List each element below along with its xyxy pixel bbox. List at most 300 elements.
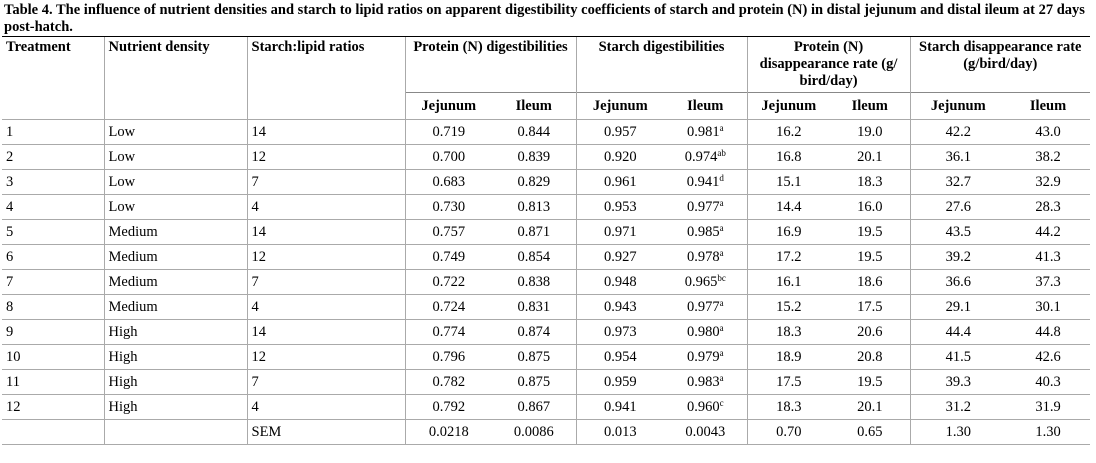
cell-starch-rate-jejunum — [910, 320, 1006, 345]
cell-protein-dig-jejunum — [405, 170, 492, 195]
cell-protein-dig-jejunum — [405, 420, 492, 445]
cell-starch-lipid — [247, 270, 405, 295]
cell-protein-rate-ileum — [830, 395, 910, 420]
cell-protein-rate-jejunum-value: 17.2 — [776, 248, 802, 265]
cell-protein-dig-jejunum — [405, 295, 492, 320]
cell-treatment — [2, 195, 104, 220]
cell-protein-dig-ileum — [492, 320, 576, 345]
cell-protein-rate-jejunum-value: 15.1 — [776, 173, 802, 190]
cell-starch-dig-jejunum — [576, 420, 664, 445]
significance-superscript: a — [719, 222, 724, 233]
cell-starch-dig-ileum-value: 0.960 — [686, 398, 720, 415]
table-row — [2, 120, 1090, 145]
cell-starch-rate-ileum-value: 40.3 — [1035, 373, 1061, 390]
cell-protein-dig-jejunum — [405, 320, 492, 345]
cell-protein-dig-jejunum-value: 0.774 — [432, 323, 466, 340]
cell-protein-dig-ileum-value: 0.875 — [517, 348, 551, 365]
cell-starch-rate-ileum — [1006, 195, 1090, 220]
cell-nutrient-density-value: Low — [108, 123, 136, 140]
cell-nutrient-density — [104, 245, 247, 270]
table-row — [2, 220, 1090, 245]
cell-nutrient-density — [104, 120, 247, 145]
cell-protein-dig-ileum — [492, 395, 576, 420]
header-ileum: Ileum — [830, 93, 910, 120]
cell-starch-dig-jejunum-value: 0.971 — [603, 223, 637, 240]
cell-starch-dig-ileum — [664, 270, 747, 295]
cell-starch-dig-ileum-value: 0.983 — [686, 373, 720, 390]
cell-starch-lipid-value: 7 — [251, 273, 259, 290]
cell-protein-dig-ileum — [492, 345, 576, 370]
significance-superscript: a — [719, 347, 724, 358]
cell-treatment-value: 6 — [6, 248, 14, 265]
cell-starch-dig-jejunum-value: 0.948 — [603, 273, 637, 290]
data-table — [2, 36, 1090, 445]
cell-protein-dig-jejunum-value: 0.724 — [432, 298, 466, 315]
cell-protein-rate-jejunum — [747, 395, 830, 420]
cell-starch-lipid-value: 14 — [251, 323, 266, 340]
caption-label: Table 4. — [4, 2, 53, 18]
cell-treatment-value: 3 — [6, 173, 14, 190]
cell-protein-dig-ileum-value: 0.829 — [517, 173, 551, 190]
cell-treatment — [2, 270, 104, 295]
cell-starch-dig-jejunum-value: 0.961 — [603, 173, 637, 190]
cell-starch-dig-ileum — [664, 120, 747, 145]
cell-protein-dig-ileum — [492, 145, 576, 170]
cell-nutrient-density — [104, 145, 247, 170]
cell-protein-rate-ileum — [830, 145, 910, 170]
cell-starch-rate-ileum-value: 44.2 — [1035, 223, 1061, 240]
header-ileum: Ileum — [1006, 93, 1090, 120]
cell-protein-rate-ileum-value: 0.65 — [857, 423, 883, 440]
cell-treatment — [2, 320, 104, 345]
cell-starch-lipid-value: 4 — [251, 198, 259, 215]
header-starch-rate: Starch disappearance rate (g/bird/day) — [910, 37, 1090, 93]
cell-protein-dig-ileum-value: 0.0086 — [513, 423, 554, 440]
cell-protein-rate-jejunum — [747, 195, 830, 220]
cell-nutrient-density-value: Medium — [108, 273, 158, 290]
cell-starch-dig-jejunum-value: 0.959 — [603, 373, 637, 390]
cell-protein-dig-ileum — [492, 245, 576, 270]
cell-treatment — [2, 395, 104, 420]
significance-superscript: c — [719, 397, 724, 408]
cell-protein-rate-ileum-value: 19.5 — [857, 248, 883, 265]
cell-nutrient-density-value: High — [108, 398, 138, 415]
cell-starch-dig-ileum-value: 0.974 — [684, 148, 718, 165]
table-row — [2, 420, 1090, 445]
cell-nutrient-density — [104, 345, 247, 370]
cell-starch-rate-ileum — [1006, 295, 1090, 320]
cell-starch-lipid-value: 12 — [251, 248, 266, 265]
cell-protein-rate-ileum-value: 19.0 — [857, 123, 883, 140]
cell-starch-dig-jejunum-value: 0.943 — [603, 298, 637, 315]
cell-starch-rate-ileum — [1006, 170, 1090, 195]
cell-nutrient-density-value: Low — [108, 148, 136, 165]
cell-starch-lipid-value: 14 — [251, 123, 266, 140]
table-row — [2, 320, 1090, 345]
cell-starch-dig-ileum-value: 0.985 — [686, 223, 720, 240]
cell-starch-dig-jejunum — [576, 195, 664, 220]
header-row-group — [2, 37, 1090, 93]
cell-protein-dig-ileum — [492, 195, 576, 220]
cell-starch-dig-jejunum — [576, 370, 664, 395]
cell-nutrient-density-value: High — [108, 373, 138, 390]
cell-starch-rate-ileum — [1006, 395, 1090, 420]
cell-protein-dig-ileum — [492, 170, 576, 195]
cell-treatment-value: 2 — [6, 148, 14, 165]
cell-protein-dig-jejunum — [405, 245, 492, 270]
cell-treatment — [2, 295, 104, 320]
cell-starch-dig-ileum — [664, 370, 747, 395]
cell-protein-rate-jejunum-value: 16.9 — [776, 223, 802, 240]
cell-starch-dig-ileum-value: 0.965 — [684, 273, 718, 290]
cell-protein-dig-ileum-value: 0.875 — [517, 373, 551, 390]
cell-starch-rate-ileum — [1006, 320, 1090, 345]
cell-starch-dig-ileum — [664, 245, 747, 270]
cell-protein-dig-ileum-value: 0.867 — [517, 398, 551, 415]
cell-starch-dig-ileum-value: 0.979 — [686, 348, 720, 365]
cell-starch-rate-jejunum-value: 39.3 — [945, 373, 971, 390]
cell-protein-rate-jejunum-value: 14.4 — [776, 198, 802, 215]
table-body — [2, 120, 1090, 445]
cell-nutrient-density-value: Medium — [108, 223, 158, 240]
cell-protein-rate-ileum — [830, 120, 910, 145]
header-starch-lipid: Starch:lipid ratios — [247, 37, 405, 120]
cell-protein-dig-jejunum — [405, 195, 492, 220]
cell-protein-dig-jejunum — [405, 270, 492, 295]
cell-protein-rate-ileum-value: 18.6 — [857, 273, 883, 290]
caption-text: The influence of nutrient densities and starch to lipid ratios on apparent digestibility coefficients of starch and protein (N) in distal jejunum and distal ileum at 27 days post-hatch. — [4, 2, 1085, 35]
header-jejunum: Jejunum — [747, 93, 830, 120]
cell-nutrient-density — [104, 170, 247, 195]
cell-starch-rate-jejunum-value: 36.6 — [945, 273, 971, 290]
header-treatment: Treatment — [2, 37, 104, 120]
header-jejunum: Jejunum — [405, 93, 492, 120]
cell-starch-dig-ileum — [664, 145, 747, 170]
significance-superscript: a — [719, 197, 724, 208]
cell-nutrient-density-value: Medium — [108, 298, 158, 315]
cell-starch-rate-jejunum — [910, 120, 1006, 145]
cell-starch-lipid-value: 4 — [251, 298, 259, 315]
cell-starch-dig-jejunum — [576, 245, 664, 270]
table-row — [2, 195, 1090, 220]
table-caption — [4, 2, 1090, 36]
cell-starch-rate-jejunum — [910, 195, 1006, 220]
cell-starch-dig-ileum-value: 0.977 — [686, 298, 720, 315]
cell-starch-dig-jejunum-value: 0.920 — [603, 148, 637, 165]
cell-starch-rate-jejunum — [910, 270, 1006, 295]
cell-nutrient-density — [104, 270, 247, 295]
cell-starch-lipid-value: 12 — [251, 348, 266, 365]
cell-starch-dig-jejunum — [576, 145, 664, 170]
cell-starch-dig-ileum-value: 0.978 — [686, 248, 720, 265]
cell-starch-dig-jejunum — [576, 395, 664, 420]
cell-nutrient-density-value: Low — [108, 198, 136, 215]
cell-protein-dig-jejunum-value: 0.719 — [432, 123, 466, 140]
cell-starch-rate-ileum-value: 42.6 — [1035, 348, 1061, 365]
cell-protein-rate-ileum — [830, 345, 910, 370]
cell-starch-rate-jejunum-value: 43.5 — [945, 223, 971, 240]
cell-protein-dig-ileum-value: 0.831 — [517, 298, 551, 315]
cell-starch-lipid — [247, 420, 405, 445]
cell-starch-rate-ileum-value: 41.3 — [1035, 248, 1061, 265]
cell-treatment — [2, 420, 104, 445]
significance-superscript: a — [719, 372, 724, 383]
header-starch-dig: Starch digestibilities — [576, 37, 747, 93]
cell-nutrient-density — [104, 420, 247, 445]
cell-starch-dig-ileum-value: 0.0043 — [685, 423, 726, 440]
cell-protein-rate-ileum — [830, 170, 910, 195]
cell-protein-rate-ileum-value: 19.5 — [857, 223, 883, 240]
cell-starch-lipid — [247, 195, 405, 220]
cell-treatment — [2, 220, 104, 245]
cell-protein-dig-jejunum-value: 0.757 — [432, 223, 466, 240]
cell-protein-rate-ileum — [830, 295, 910, 320]
significance-superscript: a — [719, 297, 724, 308]
cell-protein-rate-ileum-value: 19.5 — [857, 373, 883, 390]
cell-starch-dig-jejunum — [576, 270, 664, 295]
cell-starch-dig-ileum — [664, 320, 747, 345]
cell-protein-dig-ileum — [492, 220, 576, 245]
cell-starch-dig-jejunum-value: 0.954 — [603, 348, 637, 365]
cell-protein-rate-jejunum-value: 18.9 — [776, 348, 802, 365]
cell-starch-lipid — [247, 120, 405, 145]
cell-protein-dig-jejunum — [405, 220, 492, 245]
cell-starch-rate-jejunum-value: 32.7 — [945, 173, 971, 190]
cell-protein-dig-ileum — [492, 295, 576, 320]
cell-starch-rate-jejunum — [910, 345, 1006, 370]
cell-starch-dig-ileum — [664, 195, 747, 220]
cell-starch-rate-ileum — [1006, 420, 1090, 445]
cell-starch-rate-jejunum-value: 29.1 — [945, 298, 971, 315]
cell-nutrient-density-value: Low — [108, 173, 136, 190]
cell-protein-dig-jejunum-value: 0.722 — [432, 273, 466, 290]
cell-starch-rate-ileum — [1006, 220, 1090, 245]
cell-protein-dig-jejunum-value: 0.792 — [432, 398, 466, 415]
significance-superscript: d — [719, 172, 724, 183]
cell-protein-rate-ileum-value: 20.1 — [857, 148, 883, 165]
cell-protein-dig-jejunum-value: 0.683 — [432, 173, 466, 190]
cell-protein-dig-jejunum — [405, 370, 492, 395]
cell-starch-rate-ileum — [1006, 270, 1090, 295]
cell-starch-dig-ileum — [664, 345, 747, 370]
cell-starch-dig-ileum-value: 0.941 — [686, 173, 720, 190]
cell-starch-rate-jejunum-value: 36.1 — [945, 148, 971, 165]
cell-treatment — [2, 245, 104, 270]
cell-protein-dig-jejunum-value: 0.730 — [432, 198, 466, 215]
cell-protein-dig-ileum-value: 0.854 — [517, 248, 551, 265]
cell-starch-rate-jejunum-value: 39.2 — [945, 248, 971, 265]
cell-protein-dig-ileum-value: 0.838 — [517, 273, 551, 290]
cell-starch-rate-jejunum — [910, 395, 1006, 420]
cell-protein-rate-jejunum — [747, 220, 830, 245]
cell-starch-rate-jejunum — [910, 145, 1006, 170]
cell-protein-rate-jejunum-value: 18.3 — [776, 323, 802, 340]
cell-treatment — [2, 370, 104, 395]
cell-starch-dig-ileum-value: 0.981 — [686, 123, 720, 140]
cell-protein-rate-ileum-value: 20.6 — [857, 323, 883, 340]
cell-starch-rate-ileum-value: 38.2 — [1035, 148, 1061, 165]
cell-starch-dig-jejunum — [576, 320, 664, 345]
cell-starch-lipid — [247, 220, 405, 245]
cell-protein-rate-jejunum-value: 16.1 — [776, 273, 802, 290]
cell-starch-dig-ileum-value: 0.980 — [686, 323, 720, 340]
cell-protein-rate-jejunum-value: 18.3 — [776, 398, 802, 415]
cell-starch-lipid-value: 14 — [251, 223, 266, 240]
cell-treatment-value: 12 — [6, 398, 21, 415]
cell-starch-lipid-value: SEM — [251, 423, 282, 440]
table-row — [2, 270, 1090, 295]
cell-protein-rate-jejunum — [747, 370, 830, 395]
cell-starch-dig-ileum — [664, 295, 747, 320]
cell-protein-dig-jejunum-value: 0.782 — [432, 373, 466, 390]
cell-starch-rate-ileum-value: 37.3 — [1035, 273, 1061, 290]
cell-starch-rate-ileum — [1006, 345, 1090, 370]
cell-treatment — [2, 170, 104, 195]
cell-protein-dig-jejunum — [405, 145, 492, 170]
cell-starch-rate-ileum — [1006, 120, 1090, 145]
cell-treatment-value: 7 — [6, 273, 14, 290]
cell-starch-rate-ileum-value: 32.9 — [1035, 173, 1061, 190]
cell-protein-rate-ileum — [830, 245, 910, 270]
cell-protein-rate-jejunum — [747, 270, 830, 295]
significance-superscript: a — [719, 247, 724, 258]
cell-protein-rate-jejunum — [747, 145, 830, 170]
cell-protein-rate-jejunum — [747, 345, 830, 370]
cell-protein-rate-ileum-value: 17.5 — [857, 298, 883, 315]
cell-starch-dig-jejunum — [576, 295, 664, 320]
cell-protein-rate-ileum — [830, 270, 910, 295]
cell-protein-rate-ileum — [830, 370, 910, 395]
cell-protein-dig-ileum — [492, 270, 576, 295]
cell-starch-dig-ileum — [664, 220, 747, 245]
cell-protein-rate-ileum-value: 20.1 — [857, 398, 883, 415]
cell-protein-dig-jejunum-value: 0.749 — [432, 248, 466, 265]
table-row — [2, 395, 1090, 420]
table-row — [2, 145, 1090, 170]
cell-starch-rate-jejunum-value: 31.2 — [945, 398, 971, 415]
cell-starch-rate-jejunum-value: 42.2 — [945, 123, 971, 140]
cell-protein-dig-jejunum — [405, 345, 492, 370]
cell-nutrient-density — [104, 370, 247, 395]
significance-superscript: ab — [717, 147, 726, 158]
cell-starch-rate-ileum-value: 31.9 — [1035, 398, 1061, 415]
cell-protein-rate-jejunum-value: 16.2 — [776, 123, 802, 140]
cell-nutrient-density — [104, 295, 247, 320]
cell-protein-rate-jejunum-value: 17.5 — [776, 373, 802, 390]
cell-protein-rate-ileum — [830, 420, 910, 445]
cell-protein-rate-jejunum — [747, 320, 830, 345]
cell-starch-rate-ileum-value: 28.3 — [1035, 198, 1061, 215]
significance-superscript: bc — [717, 272, 726, 283]
cell-protein-dig-jejunum-value: 0.796 — [432, 348, 466, 365]
table-row — [2, 295, 1090, 320]
cell-starch-rate-ileum-value: 43.0 — [1035, 123, 1061, 140]
cell-nutrient-density-value: High — [108, 348, 138, 365]
cell-starch-lipid-value: 4 — [251, 398, 259, 415]
cell-protein-rate-ileum — [830, 220, 910, 245]
cell-protein-rate-ileum-value: 18.3 — [857, 173, 883, 190]
cell-starch-rate-jejunum — [910, 170, 1006, 195]
cell-protein-dig-ileum — [492, 370, 576, 395]
cell-starch-rate-jejunum — [910, 420, 1006, 445]
cell-starch-rate-jejunum — [910, 295, 1006, 320]
header-ileum: Ileum — [492, 93, 576, 120]
cell-starch-dig-ileum — [664, 170, 747, 195]
cell-starch-dig-ileum — [664, 395, 747, 420]
cell-starch-lipid-value: 12 — [251, 148, 266, 165]
cell-starch-dig-jejunum-value: 0.941 — [603, 398, 637, 415]
header-nutrient-density: Nutrient density — [104, 37, 247, 120]
cell-nutrient-density-value: Medium — [108, 248, 158, 265]
cell-starch-rate-jejunum-value: 44.4 — [945, 323, 971, 340]
header-jejunum: Jejunum — [910, 93, 1006, 120]
cell-protein-dig-ileum — [492, 420, 576, 445]
cell-protein-rate-jejunum — [747, 170, 830, 195]
cell-protein-dig-jejunum — [405, 395, 492, 420]
header-protein-dig: Protein (N) digestibilities — [405, 37, 576, 93]
cell-treatment-value: 5 — [6, 223, 14, 240]
cell-treatment-value: 8 — [6, 298, 14, 315]
cell-protein-dig-jejunum — [405, 120, 492, 145]
cell-starch-rate-ileum-value: 30.1 — [1035, 298, 1061, 315]
cell-starch-lipid — [247, 370, 405, 395]
cell-protein-dig-jejunum-value: 0.700 — [432, 148, 466, 165]
header-protein-rate: Protein (N) disappearance rate (g/ bird/day) — [747, 37, 910, 93]
cell-protein-rate-jejunum-value: 15.2 — [776, 298, 802, 315]
cell-starch-rate-jejunum — [910, 370, 1006, 395]
cell-starch-lipid — [247, 145, 405, 170]
cell-protein-rate-jejunum — [747, 245, 830, 270]
cell-starch-lipid-value: 7 — [251, 373, 259, 390]
cell-protein-rate-jejunum-value: 16.8 — [776, 148, 802, 165]
cell-protein-rate-jejunum — [747, 420, 830, 445]
cell-nutrient-density-value: High — [108, 323, 138, 340]
cell-starch-dig-jejunum-value: 0.927 — [603, 248, 637, 265]
cell-nutrient-density — [104, 195, 247, 220]
cell-protein-dig-ileum-value: 0.813 — [517, 198, 551, 215]
cell-protein-dig-jejunum-value: 0.0218 — [428, 423, 469, 440]
cell-treatment-value: 1 — [6, 123, 14, 140]
cell-starch-dig-jejunum-value: 0.013 — [603, 423, 637, 440]
significance-superscript: a — [719, 122, 724, 133]
cell-nutrient-density — [104, 220, 247, 245]
cell-starch-rate-ileum — [1006, 245, 1090, 270]
cell-starch-rate-ileum-value: 44.8 — [1035, 323, 1061, 340]
cell-nutrient-density — [104, 320, 247, 345]
cell-protein-rate-jejunum — [747, 120, 830, 145]
cell-protein-dig-ileum-value: 0.844 — [517, 123, 551, 140]
cell-starch-lipid — [247, 345, 405, 370]
cell-protein-rate-ileum — [830, 320, 910, 345]
cell-starch-rate-ileum — [1006, 370, 1090, 395]
cell-starch-dig-jejunum — [576, 120, 664, 145]
cell-starch-dig-ileum — [664, 420, 747, 445]
cell-starch-rate-jejunum-value: 41.5 — [945, 348, 971, 365]
cell-protein-dig-ileum — [492, 120, 576, 145]
cell-protein-rate-ileum-value: 20.8 — [857, 348, 883, 365]
cell-starch-dig-ileum-value: 0.977 — [686, 198, 720, 215]
cell-treatment-value: 9 — [6, 323, 14, 340]
cell-treatment-value: 4 — [6, 198, 14, 215]
cell-starch-lipid — [247, 295, 405, 320]
cell-starch-dig-jejunum-value: 0.957 — [603, 123, 637, 140]
table-row — [2, 245, 1090, 270]
cell-treatment — [2, 145, 104, 170]
table-row — [2, 345, 1090, 370]
cell-starch-dig-jejunum — [576, 345, 664, 370]
cell-nutrient-density — [104, 395, 247, 420]
cell-protein-dig-ileum-value: 0.874 — [517, 323, 551, 340]
